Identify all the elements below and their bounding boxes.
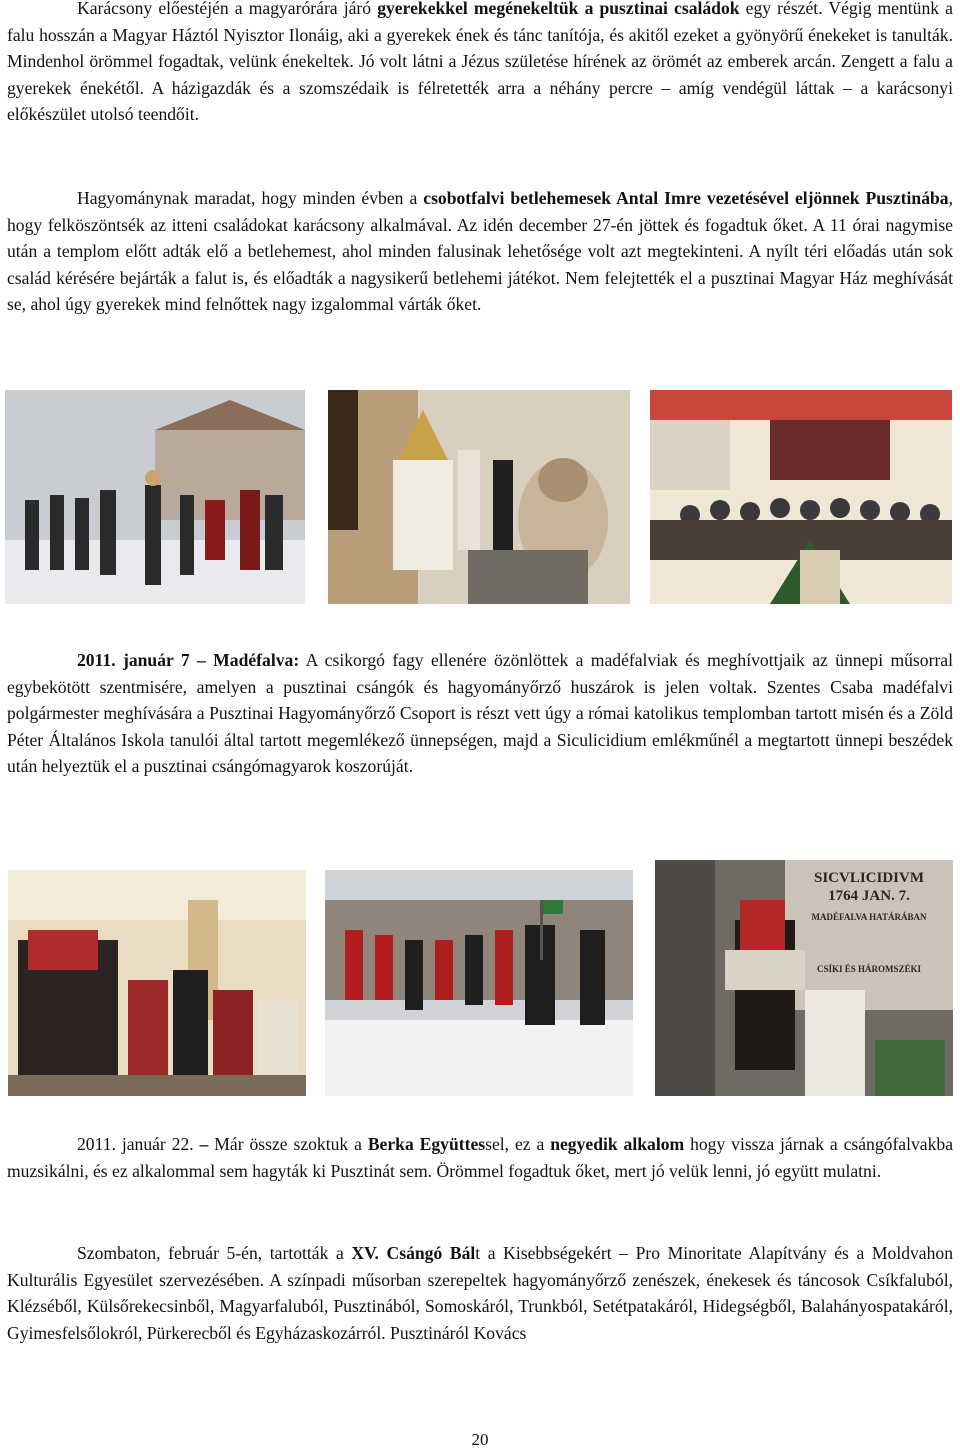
photo-church-procession bbox=[8, 870, 306, 1096]
memorial-line-4: CSÍKI ÉS HÁROMSZÉKI bbox=[816, 964, 922, 974]
bold-run: csobotfalvi betlehemesek Antal Imre vezetésével eljönnek Pusztinába bbox=[423, 188, 949, 208]
paragraph-christmas-eve bbox=[7, 0, 953, 128]
bold-run: negyedik alkalom bbox=[550, 1134, 685, 1154]
page-number: 20 bbox=[471, 1430, 489, 1449]
text-run: Már össze szoktuk a bbox=[208, 1134, 368, 1154]
bold-run: XV. Csángó Bál bbox=[351, 1243, 476, 1263]
text-run: hogy vissza járnak a csángófalvakba muzsikálni, és ez alkalommal sem hagyták ki Pusztinát sem. Örömmel fogadtuk őket, mert jó velük lenni, jó együtt mulatni. bbox=[7, 1134, 954, 1181]
text-run: 2011. január 22. bbox=[77, 1134, 200, 1154]
memorial-line-1: SICVLICIDIVM bbox=[813, 870, 925, 886]
paragraph-berka-ensemble bbox=[7, 1131, 953, 1184]
paragraph-csango-ball bbox=[7, 1240, 953, 1346]
bold-run: gyerekekkel megénekeltük a pusztinai családok bbox=[377, 0, 740, 18]
photo-siculicidium-memorial bbox=[655, 860, 953, 1096]
text-run: egy részét. Végig mentünk a falu hosszán a Magyar Háztól Nyisztor Ilonáig, aki a gyerekek ének és tánc tanítója, és akitől ezeket a gyönyörű énekeket is tanulták. Mindenhol örömmel fogadtak, velünk énekeltek. Jó volt látni a Jézus születése hírének az örömét az emberek arcán. Zengett a falu a gyerekek énekétől. A házigazdák és a szomszédaik is félretették arra a néhány percre – amíg vendégül láttak – a karácsonyi előkészület utolsó teendőit. bbox=[7, 0, 953, 124]
photo-snowy-street-hussars bbox=[5, 390, 305, 604]
photo-magyar-haz-audience bbox=[650, 390, 952, 604]
text-run: Szombaton, február 5-én, tartották a bbox=[77, 1243, 352, 1263]
bold-run: Berka Együttes bbox=[367, 1134, 486, 1154]
photo-outdoor-ceremony bbox=[325, 870, 633, 1096]
text-run: Hagyománynak maradat, hogy minden évben a bbox=[77, 188, 424, 208]
text-run: Karácsony előestéjén a magyarórára járó bbox=[77, 0, 378, 18]
memorial-line-2: 1764 JAN. 7. bbox=[828, 888, 910, 904]
paragraph-madefalva bbox=[7, 647, 953, 780]
bold-run: – bbox=[199, 1134, 209, 1154]
text-run: t a Kisebbségekért – Pro Minoritate Alapítvány és a Moldvahon Kulturális Egyesület szervezésében. A színpadi műsorban szerepeltek hagyományőrző zenészek, énekesek és táncosok Csíkfaluból, Klézséből, Külsőrekecsinből, Magyarfaluból, Pusztinából, Somoskáról, Trunkból, Setétpatakáról, Hidegségből, Balahányospatakáról, Gyimesfelsőlokról, Pürkerecből és Egyházaskozárról. Pusztináról Kovács bbox=[7, 1243, 953, 1343]
photo-bethlehem-play-indoor bbox=[328, 390, 630, 604]
memorial-line-3: MADÉFALVA HATÁRÁBAN bbox=[811, 912, 927, 922]
paragraph-bethlehem-players bbox=[7, 185, 953, 318]
bold-run: 2011. január 7 – Madéfalva: bbox=[77, 650, 300, 670]
text-run: , hogy felköszöntsék az itteni családokat karácsony alkalmával. Az idén december 27-én jöttek és fogadtuk őket. A 11 órai nagymise után a templom előtt adták elő a betlehemest, ahol minden falusinak lehetősége volt azt megtekinteni. A nyílt téri előadás után sok család kérésére bejárták a falut is, és előadták a nagysikerű betlehemi játékot. Nem felejtették el a pusztinai Magyar Ház meghívását se, ahol úgy gyerekek mind felnőttek nagy izgalommal várták őket. bbox=[7, 188, 953, 314]
text-run: A csikorgó fagy ellenére özönlöttek a madéfalviak és meghívottjaik az ünnepi műsorral egybekötött szentmisére, amelyen a pusztinai csángók és hagyományőrző huszárok is jelen voltak. Szentes Csaba madéfalvi polgármester meghívására a Pusztinai Hagyományőrző Csoport is részt vett úgy a római katolikus templomban tartott misén és a Zöld Péter Általános Iskola tanulói által tartott megemlékező ünnepségen, majd a Siculicidium emlékműnél a megtartott ünnepi beszédek után helyeztük el a pusztinai csángómagyarok koszorúját. bbox=[7, 650, 953, 776]
text-run: sel, ez a bbox=[485, 1134, 551, 1154]
